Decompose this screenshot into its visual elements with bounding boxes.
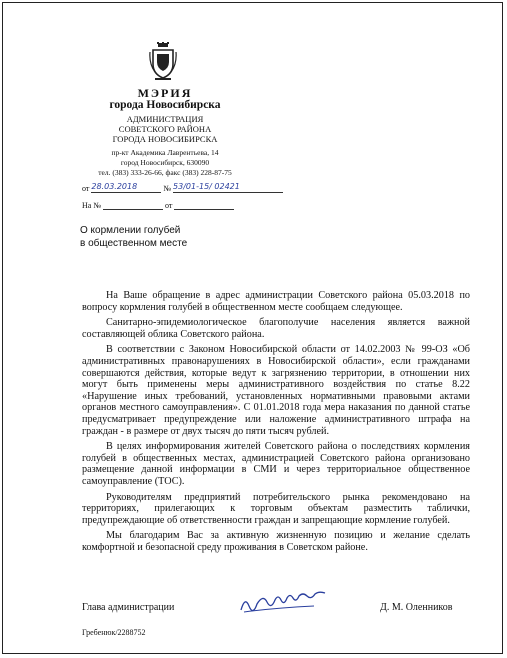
date-value: 28.03.2018 bbox=[91, 182, 138, 191]
handwritten-signature bbox=[238, 590, 328, 616]
address-line: пр-кт Академика Лаврентьева, 14 bbox=[111, 148, 219, 157]
registration-line bbox=[82, 182, 283, 193]
address-line: тел. (383) 333-26-66, факс (383) 228-87-75 bbox=[98, 168, 232, 177]
number-label: № bbox=[163, 184, 172, 193]
paragraph: На Ваше обращение в адрес администрации Советского района 05.03.2018 по вопросу кормления голубей в общественном месте сообщаем следующее. bbox=[82, 290, 470, 313]
paragraph: В соответствии с Законом Новосибирской области от 14.02.2003 № 99-ОЗ «Об административных правонарушениях в Новосибирской области», если гражданами совершаются действия, которые ведут к загрязнению территории, в отношении них могут быть применены меры административного воздействия по статье 8.22 «Нарушение иных требований, установленных нормативными правовыми актами органов местного самоуправления». С 01.01.2018 года мера наказания по данной статье предусматривает предупреждение или наложение административного штрафа на граждан - в размере от двух тысяч до пяти тысяч рублей. bbox=[82, 344, 470, 437]
ref-number-field bbox=[103, 199, 163, 210]
coat-of-arms-icon bbox=[149, 42, 177, 82]
ref-from-label: от bbox=[164, 201, 173, 210]
number-field bbox=[173, 182, 283, 193]
city-title: города Новосибирска bbox=[109, 99, 221, 111]
mayoralty-title: МЭРИЯ bbox=[137, 86, 193, 100]
paragraph: Мы благодарим Вас за активную жизненную позицию и желание сделать комфортной и безопасной среду проживания в Советском районе. bbox=[82, 530, 470, 553]
subject-line: в общественном месте bbox=[80, 238, 188, 249]
reference-line bbox=[82, 199, 234, 210]
address-block bbox=[0, 148, 330, 178]
admin-line: АДМИНИСТРАЦИЯ bbox=[126, 114, 204, 124]
ref-date-field bbox=[174, 199, 234, 210]
admin-line: ГОРОДА НОВОСИБИРСКА bbox=[112, 134, 218, 144]
executor-info: Гребенюк/2288752 bbox=[82, 628, 146, 637]
letter-body bbox=[82, 290, 470, 557]
paragraph: Руководителям предприятий потребительского рынка рекомендовано на территориях, прилегающих к торговым объектам разместить таблички, предупреждающие об ответственности граждан и запрещающие кормление голубей. bbox=[82, 491, 470, 526]
admin-block bbox=[0, 114, 330, 144]
number-value: 53/01-15/ 02421 bbox=[173, 182, 240, 191]
date-field bbox=[91, 182, 161, 193]
subject bbox=[80, 224, 187, 250]
address-line: город Новосибирск, 630090 bbox=[120, 158, 210, 167]
from-label: от bbox=[82, 184, 90, 193]
signatory-name: Д. М. Оленников bbox=[380, 602, 453, 613]
admin-line: СОВЕТСКОГО РАЙОНА bbox=[118, 124, 212, 134]
signatory-position: Глава администрации bbox=[82, 602, 175, 613]
paragraph: Санитарно-эпидемиологическое благополучие населения является важной составляющей облика Советского района. bbox=[82, 317, 470, 340]
paragraph: В целях информирования жителей Советского района о последствиях кормления голубей в общественных местах, администрацией Советского района организовано размещение данной информации в СМИ и через территориальное общественное самоуправление (ТОС). bbox=[82, 441, 470, 487]
ref-label: На № bbox=[82, 201, 101, 210]
subject-line: О кормлении голубей bbox=[80, 225, 181, 236]
